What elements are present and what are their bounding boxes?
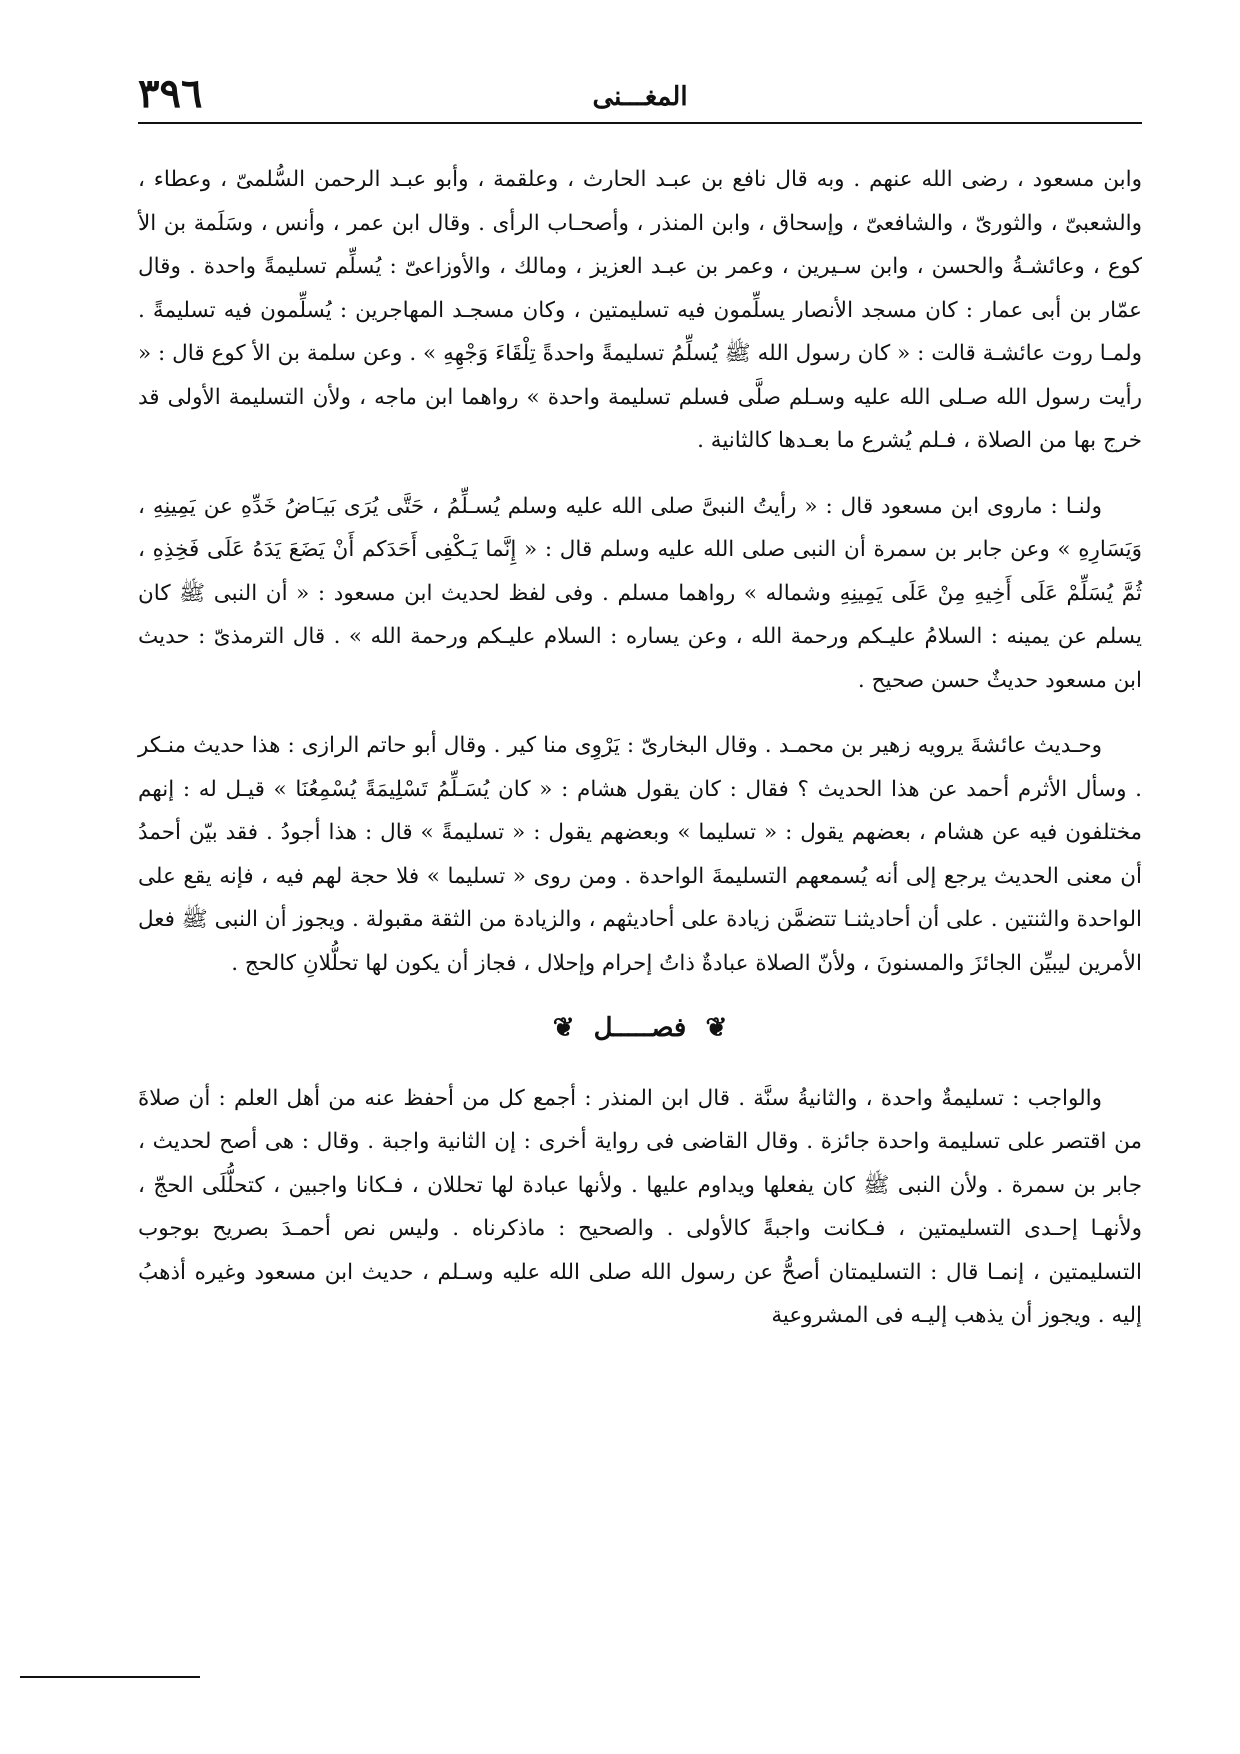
page-header — [138, 70, 1142, 124]
paragraph: ولنـا : ماروى ابن مسعود قال : « رأيتُ النبىَّ صلى الله عليه وسلم يُسـلِّمُ ، حَتَّى يُرَى بَيـَاضُ خَدِّهِ عن يَمِينِهِ ، وَيَسَارِهِ » وعن جابر بن سمرة أن النبى صلى الله عليه وسلم قال : « إِنَّما يَـكْفِى أَحَدَكم أَنْ يَضَعَ يَدَهُ عَلَى فَخِذِهِ ، ثُمَّ يُسَلِّمْ عَلَى أَخِيهِ مِنْ عَلَى يَمِينِهِ وشماله » رواهما مسلم . وفى لفظ لحديث ابن مسعود : « أن النبى ﷺ كان يسلم عن يمينه : السلامُ عليـكم ورحمة الله ، وعن يساره : السلام عليـكم ورحمة الله » . قال الترمذىّ : حديث ابن مسعود حديثٌ حسن صحيح . — [138, 493, 1142, 693]
body-text — [138, 158, 1142, 1360]
paragraph: والواجب : تسليمةٌ واحدة ، والثانيةُ سنَّة . قال ابن المنذر : أجمع كل من أحفظ عنه من أهل العلم : أن صلاةَ من اقتصر على تسليمة واحدة جائزة . وقال القاضى فى رواية أخرى : إن الثانية واجبة . وقال : هى أصح لحديث ، جابر بن سمرة . ولأن النبى ﷺ كان يفعلها ويداوم عليها . ولأنها عبادة لها تحللان ، فـكانا واجبين ، كتحلُّلَى الحجّ ، ولأنهـا إحـدى التسليمتين ، فـكانت واجبةً كالأولى . والصحيح : ماذكرناه . وليس نص أحمـدَ بصريح بوجوب التسليمتين ، إنمـا قال : التسليمتان أصحُّ عن رسول الله صلى الله عليه وسـلم ، حديث ابن مسعود وغيره أذهبُ إليه . ويجوز أن يذهب إليـه فى المشروعية — [138, 1085, 1142, 1328]
section-heading-label: فصـــــل — [593, 1013, 687, 1043]
paragraph: وابن مسعود ، رضى الله عنهم . وبه قال نافع بن عبـد الحارث ، وعلقمة ، وأبو عبـد الرحمن السُّلمىّ ، وعطاء ، والشعبىّ ، والثورىّ ، والشافعىّ ، وإسحاق ، وابن المنذر ، وأصحـاب الرأى . وقال ابن عمر ، وأنس ، وسَلَمة بن الأ كوع ، وعائشـةُ والحسن ، وابن سـيرين ، وعمر بن عبـد العزيز ، ومالك ، والأوزاعىّ : يُسلِّم تسليمةً واحدة . وقال عمّار بن أبى عمار : كان مسجد الأنصار يسلِّمون فيه تسليمتين ، وكان مسجـد المهاجرين : يُسلِّمون فيه تسليمةً . ولمـا روت عائشـة قالت : « كان رسول الله ﷺ يُسلِّمُ تسليمةً واحدةً تِلْقَاءَ وَجْهِهِ » . وعن سلمة بن الأ كوع قال : « رأيت رسول الله صـلى الله عليه وسـلم صلَّى فسلم تسليمة واحدة » رواهما ابن ماجه ، ولأن التسليمة الأولى قد خرج بها من الصلاة ، فـلم يُشرع ما بعـدها كالثانية . — [138, 167, 1142, 453]
footnote-rule — [20, 1676, 200, 1678]
running-title: المغـــنى — [592, 82, 688, 112]
paragraph: وحـديث عائشةَ يرويه زهير بن محمـد . وقال البخارىّ : يَرْوِى منا كير . وقال أبو حاتم الرازى : هذا حديث منـكر . وسأل الأثرم أحمد عن هذا الحديث ؟ فقال : كان يقول هشام : « كان يُسَـلِّمُ تَسْلِيمَةً يُسْمِعُنَا » قيـل له : إنهم مختلفون فيه عن هشام ، بعضهم يقول : « تسليما » وبعضهم يقول : « تسليمةً » قال : هذا أجودُ . فقد بيّن أحمدُ أن معنى الحديث يرجع إلى أنه يُسمعهم التسليمةَ الواحدة . ومن روى « تسليما » فلا حجة لهم فيه ، فإنه يقع على الواحدة والثنتين . على أن أحاديثنـا تتضمَّن زيادة على أحاديثهم ، والزيادة من الثقة مقبولة . ويجوز أن النبى ﷺ فعل الأمرين ليبيِّن الجائزَ والمسنونَ ، ولأنّ الصلاة عبادةٌ ذاتُ إحرام وإحلال ، فجاز أن يكون لها تحلُّلانِ كالحج . — [138, 733, 1142, 976]
section-heading — [138, 1007, 1142, 1051]
ornament-icon: ❦ — [705, 1013, 728, 1043]
ornament-icon: ❦ — [552, 1013, 575, 1043]
page-number: ٣٩٦ — [138, 70, 203, 117]
